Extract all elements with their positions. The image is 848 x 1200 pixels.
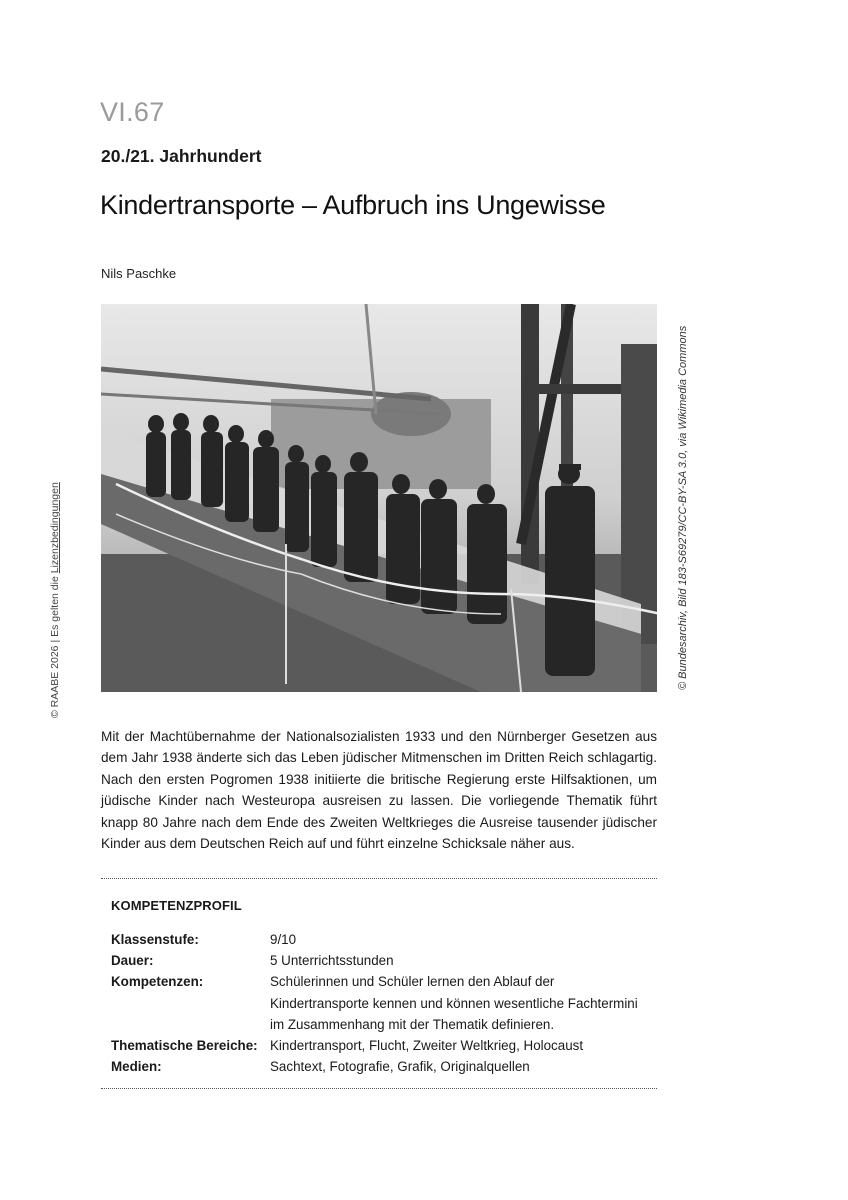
license-prefix: © RAABE 2026 | Es gelten die [49, 573, 61, 718]
profile-row-media [111, 1056, 651, 1077]
profile-row-topics [111, 1035, 651, 1056]
license-notice [49, 478, 61, 718]
profile-row-grade [111, 929, 651, 950]
profile-label: Thematische Bereiche: [111, 1038, 258, 1054]
divider-top [101, 878, 657, 879]
series-code: VI.67 [100, 97, 165, 127]
profile-value: Sachtext, Fotografie, Grafik, Originalquellen [270, 1059, 530, 1075]
profile-row-duration [111, 950, 651, 971]
era-subtitle: 20./21. Jahrhundert [101, 146, 262, 166]
author: Nils Paschke [101, 266, 177, 281]
profile-value: Kindertransport, Flucht, Zweiter Weltkrieg, Holocaust [270, 1038, 584, 1054]
profile-value: Schülerinnen und Schüler lernen den Ablauf der Kindertransporte kennen und können wesentliche Fachtermini im Zusammenhang mit der Thematik definieren. [270, 974, 638, 1032]
profile-label: Dauer: [111, 953, 154, 969]
license-link[interactable]: Lizenzbedingungen [49, 482, 61, 574]
page-title: Kindertransporte – Aufbruch ins Ungewisse [100, 190, 606, 220]
intro-paragraph: Mit der Machtübernahme der Nationalsozialisten 1933 und den Nürnberger Gesetzen aus dem Jahr 1938 änderte sich das Leben jüdischer Mitmenschen im Dritten Reich schlagartig. Nach den ersten Pogromen 1938 initiierte die britische Regierung erste Hilfsaktionen, um jüdische Kinder nach Westeuropa ausreisen zu lassen. Die vorliegende Thematik führt knapp 80 Jahre nach dem Ende des Zweiten Weltkrieges die Ausreise tausender jüdischer Kinder aus dem Deutschen Reich auf und führt einzelne Schicksale näher aus. [101, 729, 657, 852]
profile-value: 5 Unterrichtsstunden [270, 953, 394, 969]
profile-heading: KOMPETENZPROFIL [111, 898, 242, 913]
photo-illustration [101, 304, 657, 692]
competence-profile [111, 929, 651, 1077]
photo-credit: © Bundesarchiv, Bild 183-S69279/CC-BY-SA 3.0, via Wikimedia Commons [677, 325, 689, 690]
profile-value: 9/10 [270, 932, 297, 947]
profile-row-competences [111, 971, 651, 1035]
historical-photo [101, 304, 657, 692]
profile-label: Medien: [111, 1059, 162, 1075]
divider-bottom [101, 1088, 657, 1089]
profile-label: Klassenstufe: [111, 932, 199, 947]
profile-label: Kompetenzen: [111, 974, 204, 990]
